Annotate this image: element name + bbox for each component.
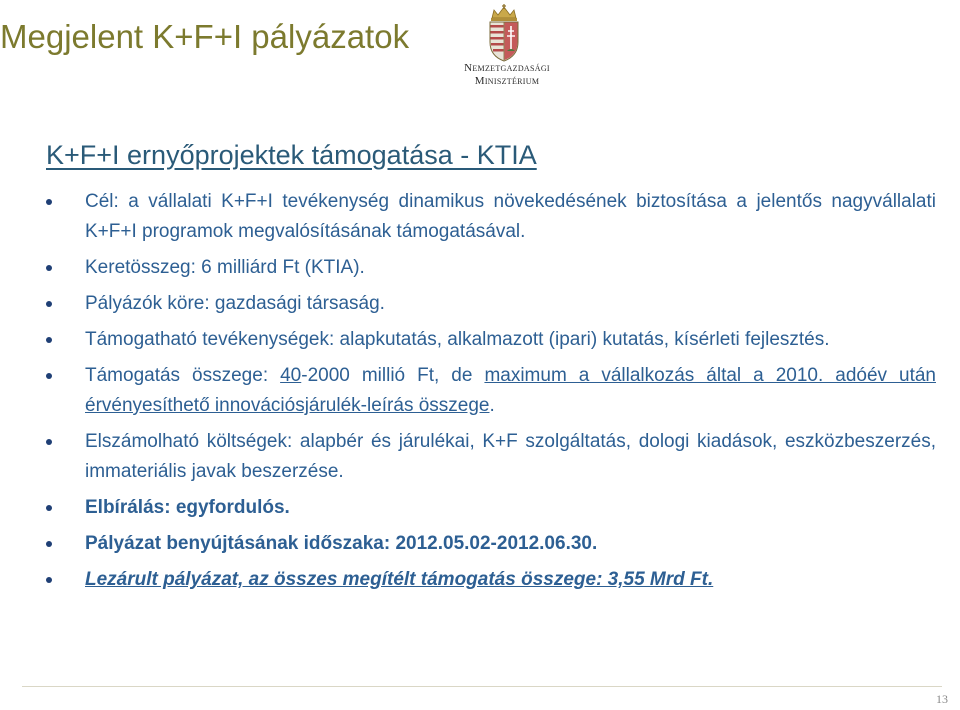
bullet-text-part: .: [489, 395, 495, 416]
bullet-goal: [46, 187, 936, 247]
bullet-dot-icon: [46, 301, 52, 307]
ministry-name-line2: Minisztérium: [474, 75, 540, 87]
bullet-evaluation: [46, 493, 936, 523]
bullet-closed: [46, 565, 936, 595]
bullet-list: [46, 187, 936, 601]
bullet-activities: [46, 325, 936, 355]
bullet-text-part: maximum a vállalkozás által a 2010. adóév után érvényesíthető innovációsjárulék-leírás összege: [85, 365, 936, 416]
bullet-applicants: [46, 289, 936, 319]
bullet-text: Pályázat benyújtásának időszaka: 2012.05.02-2012.06.30.: [85, 533, 598, 554]
bullet-text: Keretösszeg: 6 milliárd Ft (KTIA).: [85, 257, 365, 278]
bullet-text: Támogatható tevékenységek: alapkutatás, alkalmazott (ipari) kutatás, kísérleti fejlesztés.: [85, 329, 830, 350]
bullet-dot-icon: [46, 541, 52, 547]
section-subtitle: K+F+I ernyőprojektek támogatása - KTIA: [46, 140, 537, 170]
bullet-amount: [46, 361, 936, 421]
bullet-text: Cél: a vállalati K+F+I tevékenység dinamikus növekedésének biztosítása a jelentős nagyvállalati K+F+I programok megvalósításának támogatásával.: [85, 191, 936, 242]
slide-title: Megjelent K+F+I pályázatok: [0, 18, 410, 55]
ministry-name: [432, 62, 582, 88]
bullet-text-part: 40: [280, 365, 302, 386]
bullet-dot-icon: [46, 505, 52, 511]
bullet-text: Elbírálás: egyfordulós.: [85, 497, 290, 518]
ministry-name-line1: Nemzetgazdasági: [464, 62, 550, 74]
bullet-dot-icon: [46, 265, 52, 271]
coat-of-arms-icon: [478, 4, 530, 64]
bullet-dot-icon: [46, 337, 52, 343]
bullet-text-part: Támogatás összege:: [85, 365, 281, 386]
bullet-dot-icon: [46, 199, 52, 205]
bullet-dot-icon: [46, 373, 52, 379]
bullet-text: Pályázók köre: gazdasági társaság.: [85, 293, 385, 314]
bullet-dot-icon: [46, 439, 52, 445]
footer-divider: [22, 686, 942, 687]
ministry-logo: [432, 4, 582, 96]
bullet-eligible-costs: [46, 427, 936, 487]
bullet-text: Lezárult pályázat, az összes megítélt támogatás összege: 3,55 Mrd Ft.: [85, 569, 714, 590]
bullet-dot-icon: [46, 577, 52, 583]
bullet-budget: [46, 253, 936, 283]
bullet-submission-period: [46, 529, 936, 559]
page-number: 13: [936, 692, 948, 706]
bullet-text-part: -2000 millió Ft, de: [301, 365, 485, 386]
bullet-text: Elszámolható költségek: alapbér és járulékai, K+F szolgáltatás, dologi kiadások, eszközbeszerzés, immateriális javak beszerzése.: [85, 431, 936, 482]
